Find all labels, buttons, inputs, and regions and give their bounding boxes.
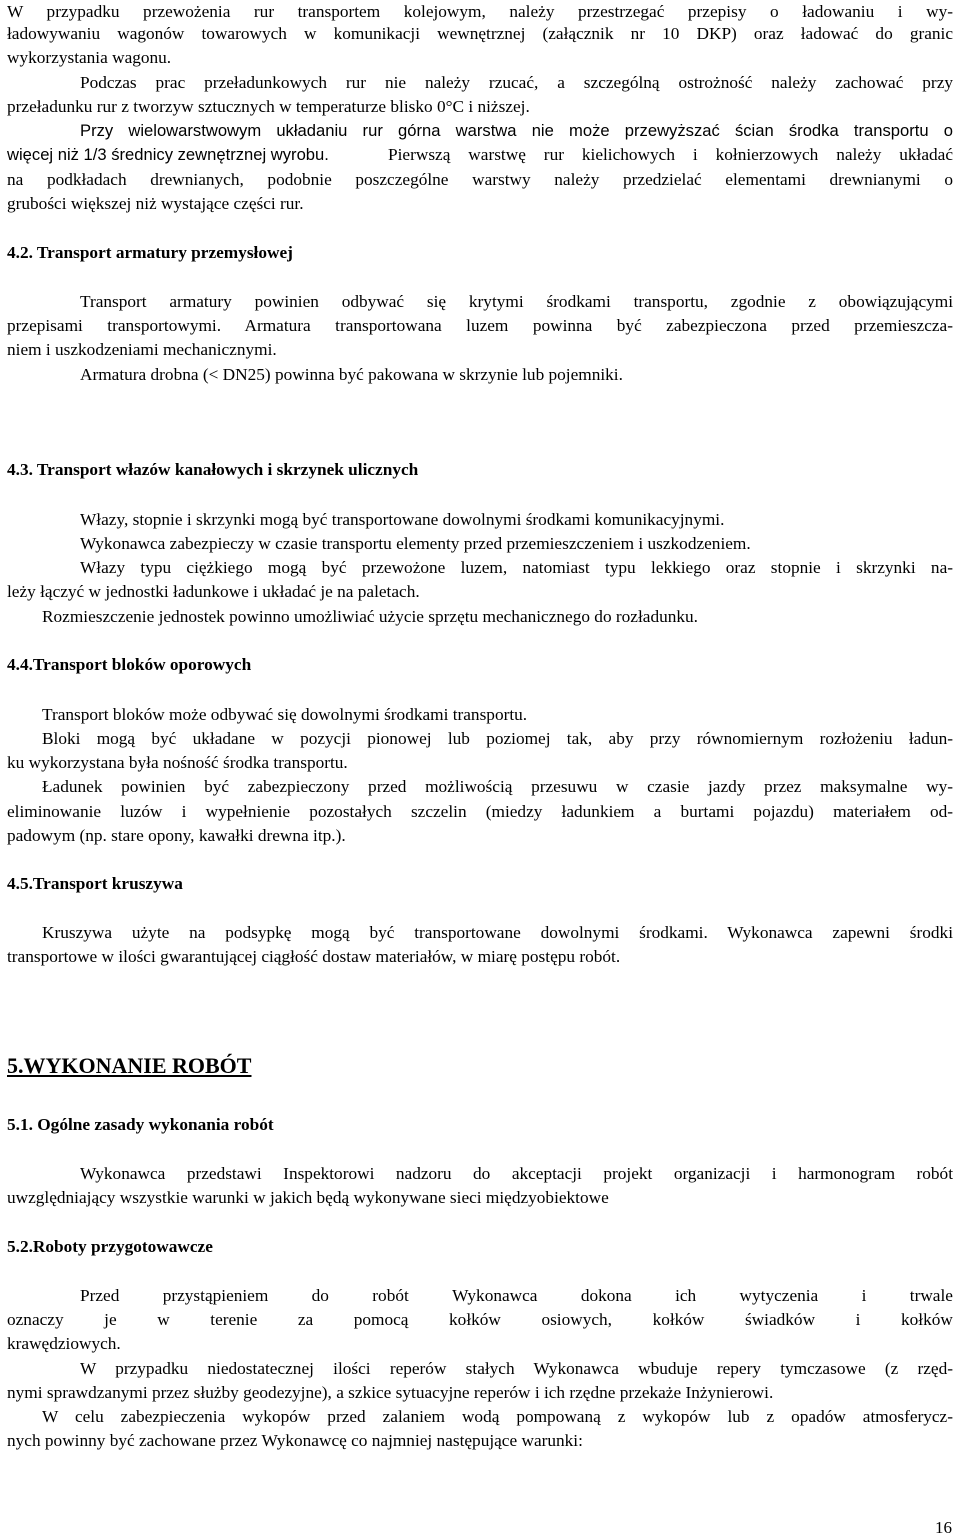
section-heading: 5.2.Roboty przygotowawcze — [7, 1237, 213, 1256]
word: w — [157, 1310, 170, 1329]
body-text-line: uwzględniający wszystkie warunki w jakich będą wykonywane sieci międzyobiektowe — [7, 1188, 609, 1207]
word: osiowych, — [541, 1310, 612, 1329]
word: i — [855, 1310, 861, 1329]
body-text-line: Armatura drobna (< DN25) powinna być pakowana w skrzynie lub pojemniki. — [80, 365, 623, 384]
body-text-line: W przypadku niedostatecznej ilości reperów stałych Wykonawca wbuduje repery tymczasowe (z rzęd- — [80, 1359, 953, 1378]
section-heading: 5.1. Ogólne zasady wykonania robót — [7, 1115, 274, 1134]
body-text-line: Przy wielowarstwowym układaniu rur górna warstwa nie może przewyższać ścian środka transportu o — [80, 121, 953, 140]
body-text-line: przepisami transportowymi. Armatura transportowana luzem powinna być zabezpieczona przed przemieszcza- — [7, 316, 953, 335]
word: ich — [675, 1286, 697, 1305]
body-text-line: transportowe w ilości gwarantującej ciągłość dostaw materiałów, w miarę postępu robót. — [7, 947, 621, 966]
body-text-line: wykorzystania wagonu. — [7, 48, 172, 67]
body-text-line: Włazy typu ciężkiego mogą być przewożone luzem, natomiast typu lekkiego oraz stopnie i skrzynki na- — [80, 558, 953, 577]
body-text-line: Wykonawca zabezpieczy w czasie transportu elementy przed przemieszczeniem i uszkodzeniem. — [80, 534, 751, 553]
body-text-line: Transport bloków może odbywać się dowolnymi środkami transportu. — [42, 705, 528, 724]
word: Wykonawca — [452, 1286, 538, 1305]
body-text-line: Ładunek powinien być zabezpieczony przed możliwością przesuwu w czasie jazdy przez maksymalne wy- — [42, 777, 953, 796]
word: wytyczenia — [739, 1286, 819, 1305]
word: dokona — [580, 1286, 632, 1305]
chapter-heading: 5.WYKONANIE ROBÓT — [7, 1053, 252, 1078]
body-text-line — [7, 1308, 953, 1332]
body-text-line: W celu zabezpieczenia wykopów przed zalaniem wodą pompowaną z wykopów lub z opadów atmosferycz- — [42, 1407, 953, 1426]
body-text-line — [80, 1284, 953, 1308]
word: i — [861, 1286, 867, 1305]
body-text-line: W przypadku przewożenia rur transportem kolejowym, należy przestrzegać przepisy o ładowaniu i wy- — [7, 2, 953, 21]
word: pomocą — [353, 1310, 409, 1329]
word: je — [104, 1310, 117, 1329]
body-text-line: Bloki mogą być układane w pozycji pionowej lub poziomej tak, aby przy równomiernym rozłożeniu ładun- — [42, 729, 953, 748]
section-heading: 4.4.Transport bloków oporowych — [7, 655, 252, 674]
body-text-line: na podkładach drewnianych, podobnie poszczególne warstwy należy przedzielać elementami drewnianymi o — [7, 170, 953, 189]
section-heading: 4.2. Transport armatury przemysłowej — [7, 243, 293, 262]
body-text-line: niem i uszkodzeniami mechanicznymi. — [7, 340, 277, 359]
body-text-line: nymi sprawdzanymi przez służby geodezyjne), a szkice sytuacyjne reperów i ich rzędne przekaże Inżynierowi. — [7, 1383, 774, 1402]
word: terenie — [210, 1310, 258, 1329]
body-text-line: nych powinny być zachowane przez Wykonawcę co najmniej następujące warunki: — [7, 1431, 583, 1450]
word: kołków — [449, 1310, 501, 1329]
word: Przed — [80, 1286, 120, 1305]
body-text-line: krawędziowych. — [7, 1334, 121, 1353]
word: kołków — [652, 1310, 705, 1329]
word: robót — [372, 1286, 409, 1305]
body-text-line: Podczas prac przeładunkowych rur nie należy rzucać, a szczególną ostrożność należy zachować przy — [80, 73, 953, 92]
page-number: 16 — [935, 1518, 952, 1537]
word: kołków — [901, 1310, 953, 1329]
word: oznaczy — [7, 1310, 64, 1329]
word: świadków — [744, 1310, 816, 1329]
section-heading: 4.5.Transport kruszywa — [7, 874, 183, 893]
body-text-line: Włazy, stopnie i skrzynki mogą być transportowane dowolnymi środkami komunikacyjnymi. — [80, 510, 725, 529]
body-text-line: eliminowanie luzów i wypełnienie pozostałych szczelin (miedzy ładunkiem a burtami pojazdu) materiałem od- — [7, 802, 953, 821]
body-text-line: padowym (np. stare opony, kawałki drewna itp.). — [7, 826, 346, 845]
body-text-line: ku wykorzystana była nośność środka transportu. — [7, 753, 348, 772]
body-text-line: Kruszywa użyte na podsypkę mogą być transportowane dowolnymi środkami. Wykonawca zapewni środki — [42, 923, 953, 942]
word: trwale — [909, 1286, 953, 1305]
body-text-line: grubości większej niż wystające części rur. — [7, 194, 304, 213]
word: do — [311, 1286, 329, 1305]
body-text-line: Rozmieszczenie jednostek powinno umożliwiać użycie sprzętu mechanicznego do rozładunku. — [42, 607, 698, 626]
body-text-line: ładowywaniu wagonów towarowych w komunikacji wewnętrznej (załącznik nr 10 DKP) oraz ładować do granic — [7, 24, 953, 43]
body-text-line: Wykonawca przedstawi Inspektorowi nadzoru do akceptacji projekt organizacji i harmonogram robót — [80, 1164, 953, 1183]
word: za — [297, 1310, 314, 1329]
body-text-line: przeładunku rur z tworzyw sztucznych w temperaturze blisko 0°C i niższej. — [7, 97, 530, 116]
body-text-line: leży łączyć w jednostki ładunkowe i układać je na paletach. — [7, 582, 420, 601]
body-text-line: więcej niż 1/3 średnicy zewnętrznej wyrobu. — [7, 145, 329, 164]
body-text-line: Transport armatury powinien odbywać się krytymi środkami transportu, zgodnie z obowiązującymi — [80, 292, 953, 311]
word: przystąpieniem — [162, 1286, 269, 1305]
section-heading: 4.3. Transport włazów kanałowych i skrzynek ulicznych — [7, 460, 419, 479]
body-text-line: Pierwszą warstwę rur kielichowych i kołnierzowych należy układać — [388, 145, 953, 164]
